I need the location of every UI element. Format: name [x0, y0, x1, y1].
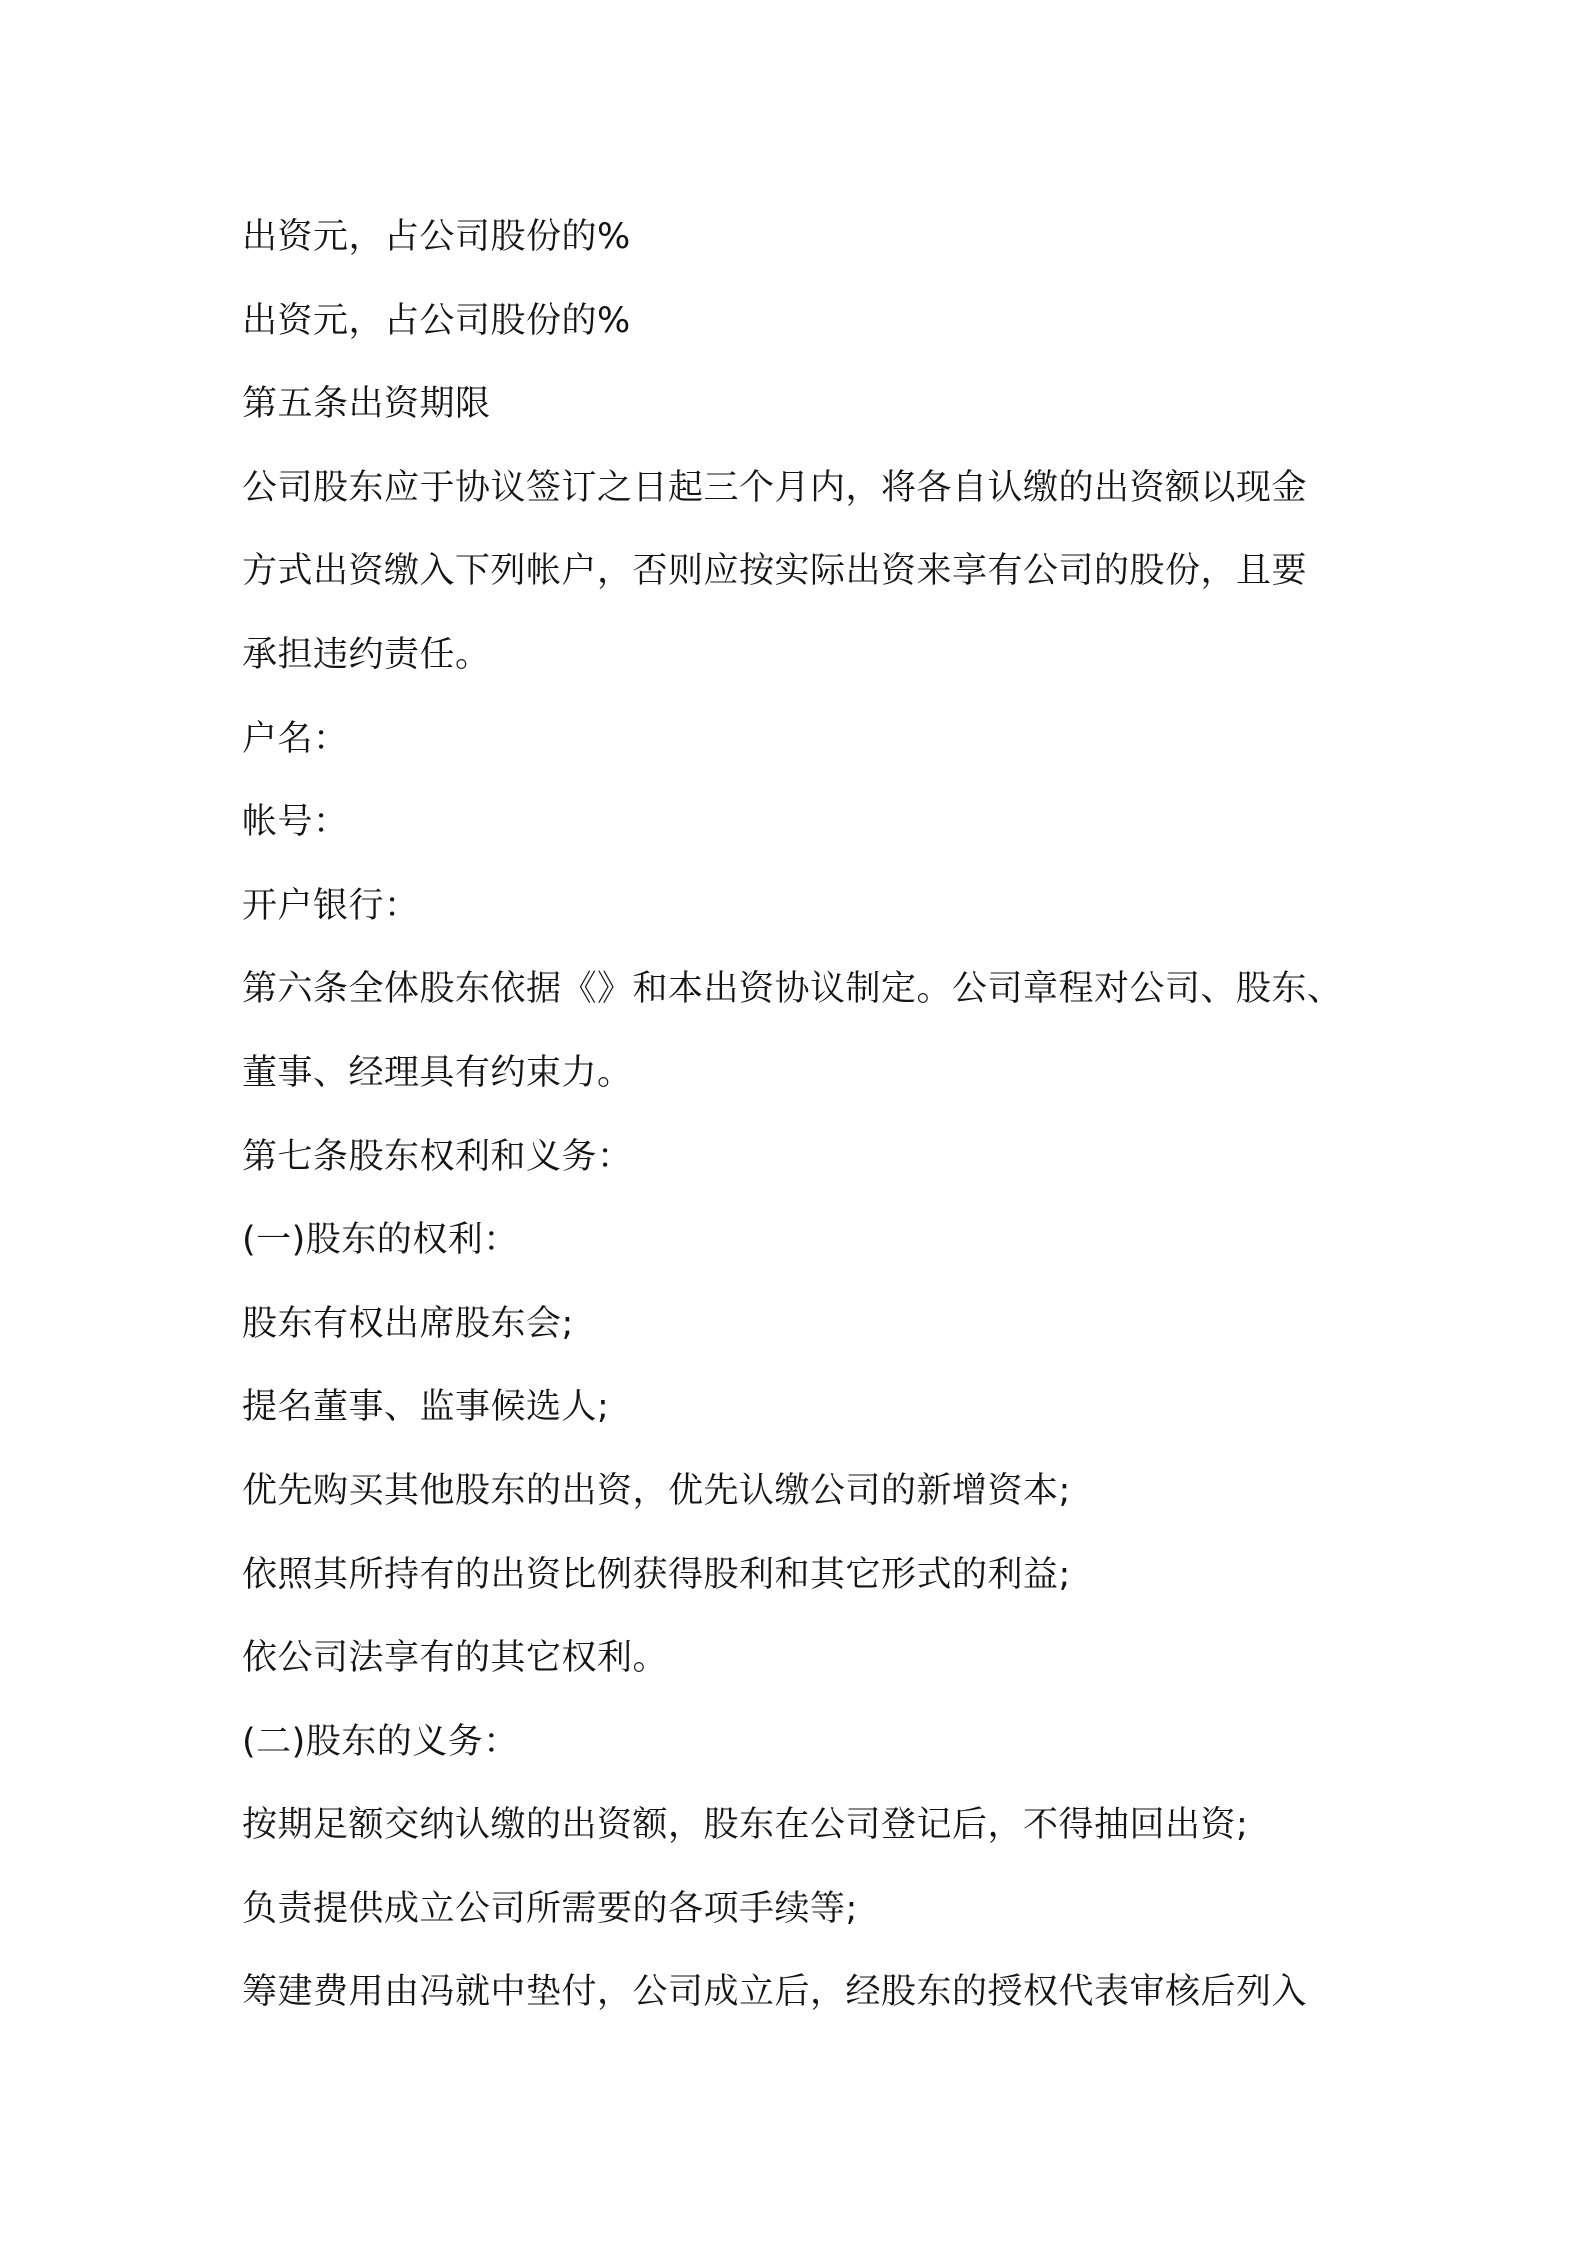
account-name-label: 户名：	[242, 718, 349, 759]
obligations-item: 按期足额交纳认缴的出资额，股东在公司登记后，不得抽回出资;	[242, 1805, 1249, 1846]
rights-item: 股东有权出席股东会;	[242, 1303, 574, 1344]
article-7-heading: 第七条股东权利和义务：	[242, 1136, 633, 1177]
article-5-text-line-3: 承担违约责任。	[242, 634, 491, 675]
article-5-text-line-2: 方式出资缴入下列帐户，否则应按实际出资来享有公司的股份，且要	[242, 551, 1308, 592]
bank-label: 开户银行：	[242, 885, 420, 926]
obligations-item: 负责提供成立公司所需要的各项手续等;	[242, 1888, 858, 1929]
rights-subheading: (一)股东的权利：	[242, 1220, 519, 1261]
obligations-item: 筹建费用由冯就中垫付，公司成立后，经股东的授权代表审核后列入	[242, 1972, 1308, 2013]
rights-item: 提名董事、监事候选人;	[242, 1387, 610, 1428]
article-5-text-line-1: 公司股东应于协议签订之日起三个月内，将各自认缴的出资额以现金	[242, 467, 1308, 508]
text-line-contribution-1: 出资元，占公司股份的%	[242, 217, 631, 257]
article-6-text-line-2: 董事、经理具有约束力。	[242, 1052, 633, 1093]
rights-item: 优先购买其他股东的出资，优先认缴公司的新增资本;	[242, 1470, 1071, 1511]
document-body	[242, 196, 1362, 2035]
rights-item: 依公司法享有的其它权利。	[242, 1638, 669, 1679]
text-line-contribution-2: 出资元，占公司股份的%	[242, 300, 631, 341]
article-5-heading: 第五条出资期限	[242, 384, 491, 425]
article-6-text-line-1: 第六条全体股东依据《》和本出资协议制定。公司章程对公司、股东、	[242, 969, 1343, 1010]
account-number-label: 帐号：	[242, 802, 349, 843]
rights-item: 依照其所持有的出资比例获得股利和其它形式的利益;	[242, 1554, 1071, 1595]
obligations-subheading: (二)股东的义务：	[242, 1721, 519, 1762]
